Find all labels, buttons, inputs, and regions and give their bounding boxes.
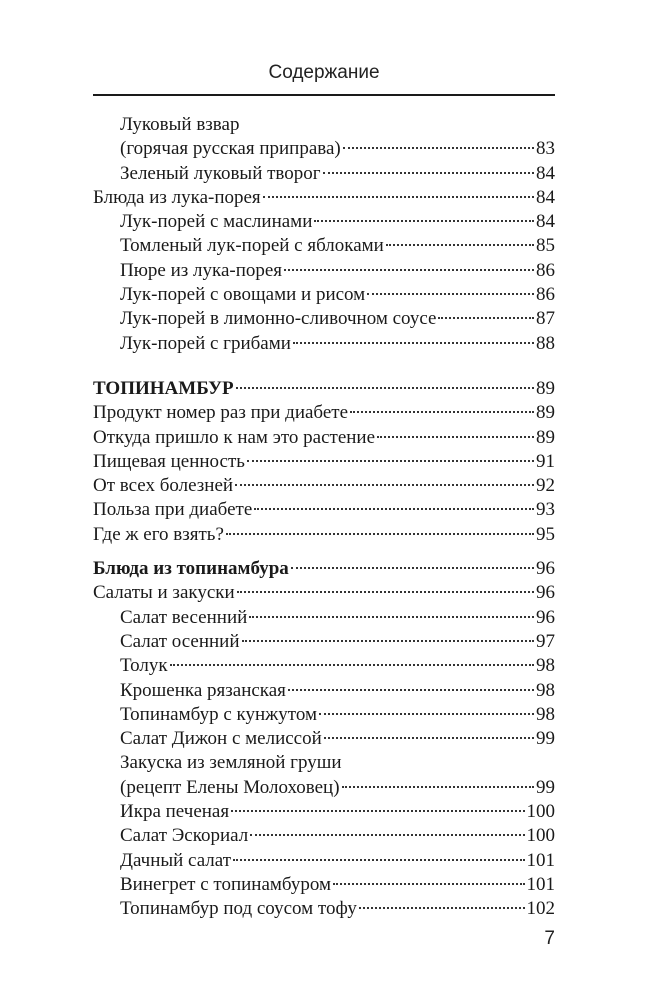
toc-entry: [93, 800, 555, 824]
toc-entry-title: Толук: [120, 655, 168, 677]
toc-entry-page: 97: [536, 630, 555, 652]
toc-entry-title: Салаты и закуски: [93, 582, 235, 604]
dot-leader: [237, 591, 534, 593]
toc-entry-title: Салат Эскориал: [120, 825, 249, 847]
toc-entry: [93, 523, 555, 547]
toc-entry-title: Салат весенний: [120, 606, 248, 628]
dot-leader: [242, 640, 535, 642]
toc-entry: [93, 259, 555, 283]
toc-entry: [93, 162, 555, 186]
toc-entry-title: Зеленый луковый творог: [120, 162, 321, 184]
dot-leader: [170, 664, 534, 666]
toc-entry: [93, 897, 555, 921]
toc-entry-page: 96: [536, 558, 555, 580]
page-number: 7: [544, 928, 555, 949]
dot-leader: [359, 907, 525, 909]
toc-entry-page: 84: [536, 186, 555, 208]
toc-entry-page: 89: [536, 426, 555, 448]
dot-leader: [247, 460, 534, 462]
dot-leader: [231, 810, 524, 812]
toc-entry-page: 101: [526, 849, 555, 871]
dot-leader: [254, 508, 534, 510]
toc-entry-title: Лук-порей с маслинами: [120, 211, 313, 233]
toc-entry: [93, 137, 555, 161]
toc-entry: [93, 654, 555, 678]
dot-leader: [233, 859, 524, 861]
toc-entry: [93, 557, 555, 581]
toc-entry: [93, 426, 555, 450]
toc-entry-page: 85: [536, 235, 555, 257]
toc-entry-page: 93: [536, 499, 555, 521]
toc-entry: [93, 727, 555, 751]
toc-entry: [93, 210, 555, 234]
toc-entry-page: 98: [536, 679, 555, 701]
toc-entry: [93, 234, 555, 258]
dot-leader: [293, 342, 534, 344]
running-header-title: Содержание: [268, 62, 380, 83]
dot-leader: [350, 411, 534, 413]
toc-entry: [93, 113, 555, 137]
toc-entry-page: 100: [526, 801, 555, 823]
toc-entry: [93, 776, 555, 800]
toc-entry: [93, 450, 555, 474]
toc-entry: [93, 679, 555, 703]
toc-entry-page: 84: [536, 162, 555, 184]
toc-entry-page: 83: [536, 138, 555, 160]
toc-entry-title: Лук-порей с овощами и рисом: [120, 284, 366, 306]
toc-entry: [93, 186, 555, 210]
toc-entry-title: Откуда пришло к нам это растение: [93, 426, 376, 448]
toc-entry: [93, 606, 555, 630]
toc-entry-page: 91: [536, 450, 555, 472]
toc-entry-title: Салат Дижон с мелиссой: [120, 728, 322, 750]
dot-leader: [226, 533, 534, 535]
toc-entry: [93, 474, 555, 498]
toc-entry-page: 98: [536, 655, 555, 677]
toc-entry: [93, 581, 555, 605]
toc-entry-page: 98: [536, 703, 555, 725]
table-of-contents: [93, 113, 555, 922]
toc-entry-title: Продукт номер раз при диабете: [93, 402, 349, 424]
dot-leader: [235, 484, 534, 486]
toc-entry-title: Икра печеная: [120, 801, 230, 823]
toc-entry-title: Лук-порей в лимонно-сливочном соусе: [120, 308, 437, 330]
toc-entry-title: Винегрет с топинамбуром: [120, 873, 332, 895]
dot-leader: [291, 567, 534, 569]
toc-entry-page: 86: [536, 284, 555, 306]
toc-entry-title: Пищевая ценность: [93, 450, 245, 472]
running-header: [93, 58, 555, 96]
toc-entry-page: 86: [536, 259, 555, 281]
toc-entry-title: Пюре из лука-порея: [120, 259, 283, 281]
toc-entry: [93, 849, 555, 873]
dot-leader: [284, 269, 534, 271]
toc-entry-page: 84: [536, 211, 555, 233]
dot-leader: [342, 786, 534, 788]
toc-entry-title: Томленый лук-порей с яблоками: [120, 235, 384, 257]
dot-leader: [324, 737, 534, 739]
toc-entry-page: 95: [536, 523, 555, 545]
toc-entry-title: Дачный салат: [120, 849, 232, 871]
dot-leader: [438, 317, 534, 319]
dot-leader: [367, 293, 534, 295]
toc-entry-title: От всех болезней: [93, 475, 234, 497]
toc-entry-title: (горячая русская приправа): [120, 138, 341, 160]
toc-group-topinambur: [93, 377, 555, 547]
toc-entry-title: Луковый взвар: [120, 114, 240, 135]
toc-entry-title: ТОПИНАМБУР: [93, 377, 234, 399]
toc-entry-page: 99: [536, 776, 555, 798]
section-gap: [93, 547, 555, 557]
toc-entry-title: Блюда из топинамбура: [93, 558, 289, 580]
toc-group-topinambur-dishes: [93, 557, 555, 921]
toc-entry-page: 99: [536, 728, 555, 750]
dot-leader: [323, 172, 534, 174]
toc-entry-title: Польза при диабете: [93, 499, 253, 521]
dot-leader: [386, 244, 534, 246]
dot-leader: [377, 436, 534, 438]
toc-entry-page: 88: [536, 332, 555, 354]
toc-entry-page: 102: [526, 898, 555, 920]
toc-entry-title: (рецепт Елены Молоховец): [120, 776, 340, 798]
toc-entry: [93, 377, 555, 401]
toc-entry-title: Салат осенний: [120, 630, 240, 652]
toc-entry-title: Лук-порей с грибами: [120, 332, 291, 354]
dot-leader: [343, 147, 534, 149]
dot-leader: [263, 196, 534, 198]
toc-entry: [93, 751, 555, 775]
dot-leader: [236, 387, 534, 389]
toc-entry-page: 101: [526, 873, 555, 895]
toc-entry: [93, 630, 555, 654]
toc-entry: [93, 824, 555, 848]
toc-entry-page: 89: [536, 402, 555, 424]
toc-entry-page: 87: [536, 308, 555, 330]
dot-leader: [250, 834, 524, 836]
toc-entry-page: 92: [536, 475, 555, 497]
toc-entry: [93, 332, 555, 356]
toc-entry: [93, 307, 555, 331]
toc-entry-title: Топинамбур с кунжутом: [120, 703, 317, 725]
toc-entry: [93, 283, 555, 307]
toc-entry: [93, 401, 555, 425]
dot-leader: [314, 220, 534, 222]
dot-leader: [249, 616, 534, 618]
toc-entry-title: Блюда из лука-порея: [93, 186, 261, 208]
toc-entry-title: Где ж его взять?: [93, 523, 224, 545]
section-gap: [93, 356, 555, 377]
toc-entry-title: Крошенка рязанская: [120, 679, 286, 701]
toc-entry: [93, 873, 555, 897]
toc-entry: [93, 703, 555, 727]
toc-entry-page: 96: [536, 582, 555, 604]
dot-leader: [333, 883, 524, 885]
toc-entry-title: Топинамбур под соусом тофу: [120, 898, 357, 920]
dot-leader: [288, 689, 534, 691]
toc-entry-page: 100: [526, 825, 555, 847]
toc-entry-page: 89: [536, 377, 555, 399]
toc-group-onion: [93, 113, 555, 356]
toc-entry-page: 96: [536, 606, 555, 628]
toc-entry-title: Закуска из земляной груши: [120, 752, 342, 774]
dot-leader: [319, 713, 534, 715]
toc-entry: [93, 498, 555, 522]
